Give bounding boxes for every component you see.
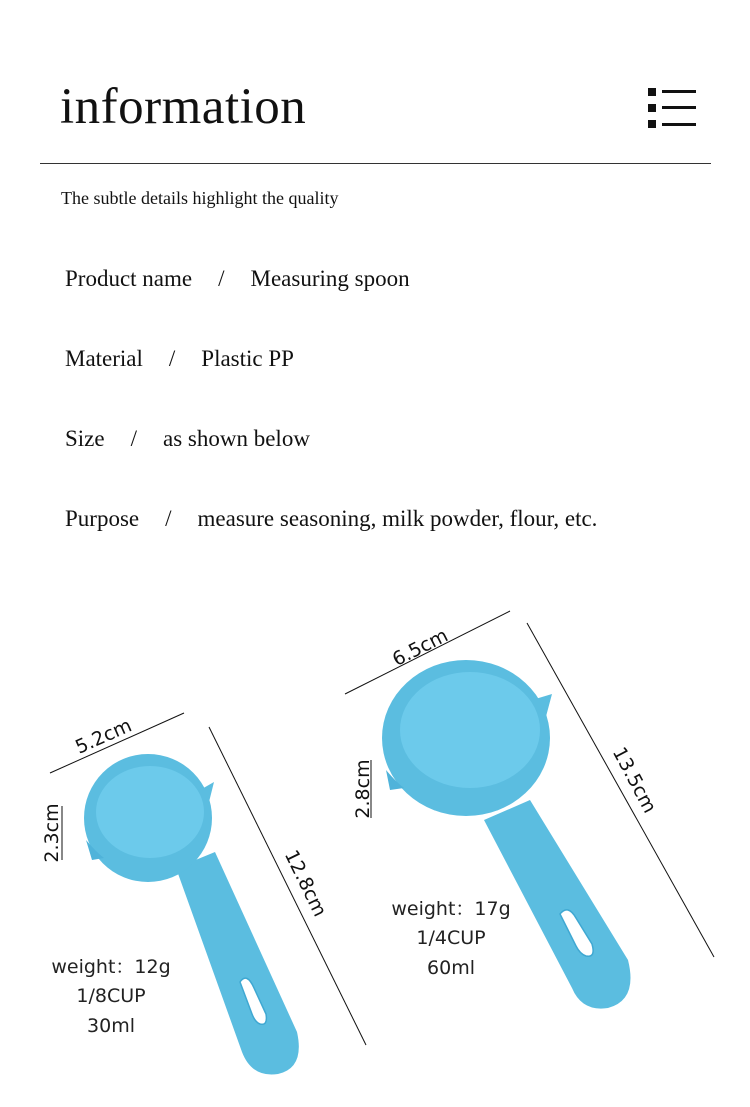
large-spoon-weight: weight：17g: [391, 898, 511, 920]
subtitle: The subtle details highlight the quality: [61, 188, 339, 208]
info-separator: /: [168, 346, 176, 371]
large-spoon-width-label: 6.5cm: [388, 624, 452, 671]
header-divider: [40, 163, 711, 164]
small-spoon-volume: 30ml: [87, 1015, 135, 1037]
info-value: as shown below: [163, 426, 310, 451]
small-spoon-depth-label: 2.3cm: [41, 803, 63, 863]
info-row-purpose: [65, 506, 597, 532]
info-separator: /: [165, 506, 172, 531]
small-spoon-width-label: 5.2cm: [72, 714, 136, 759]
page-title: information: [60, 79, 307, 135]
info-row-material: [65, 346, 294, 372]
info-separator: /: [218, 266, 225, 291]
info-row-size: [65, 426, 310, 452]
info-label: Purpose: [65, 506, 140, 531]
spoon-illustration: [0, 560, 750, 1107]
info-separator: /: [130, 426, 137, 451]
large-spoon-length-label: 13.5cm: [607, 743, 661, 817]
info-value: Plastic PP: [201, 346, 294, 371]
info-row-product-name: [65, 266, 410, 292]
info-value: Measuring spoon: [250, 266, 410, 291]
info-label: Product name: [65, 266, 193, 291]
list-menu-icon[interactable]: [648, 88, 696, 128]
small-spoon-weight: weight：12g: [51, 956, 171, 978]
info-label: Size: [65, 426, 105, 451]
large-spoon-depth-label: 2.8cm: [352, 759, 374, 819]
small-spoon-cup: 1/8CUP: [76, 985, 146, 1007]
large-spoon-volume: 60ml: [427, 957, 475, 979]
info-value: measure seasoning, milk powder, flour, etc.: [197, 506, 598, 531]
small-spoon-length-label: 12.8cm: [279, 846, 331, 921]
info-label: Material: [65, 346, 143, 371]
large-spoon-cup: 1/4CUP: [416, 927, 486, 949]
large-spoon-image: [382, 660, 631, 1009]
